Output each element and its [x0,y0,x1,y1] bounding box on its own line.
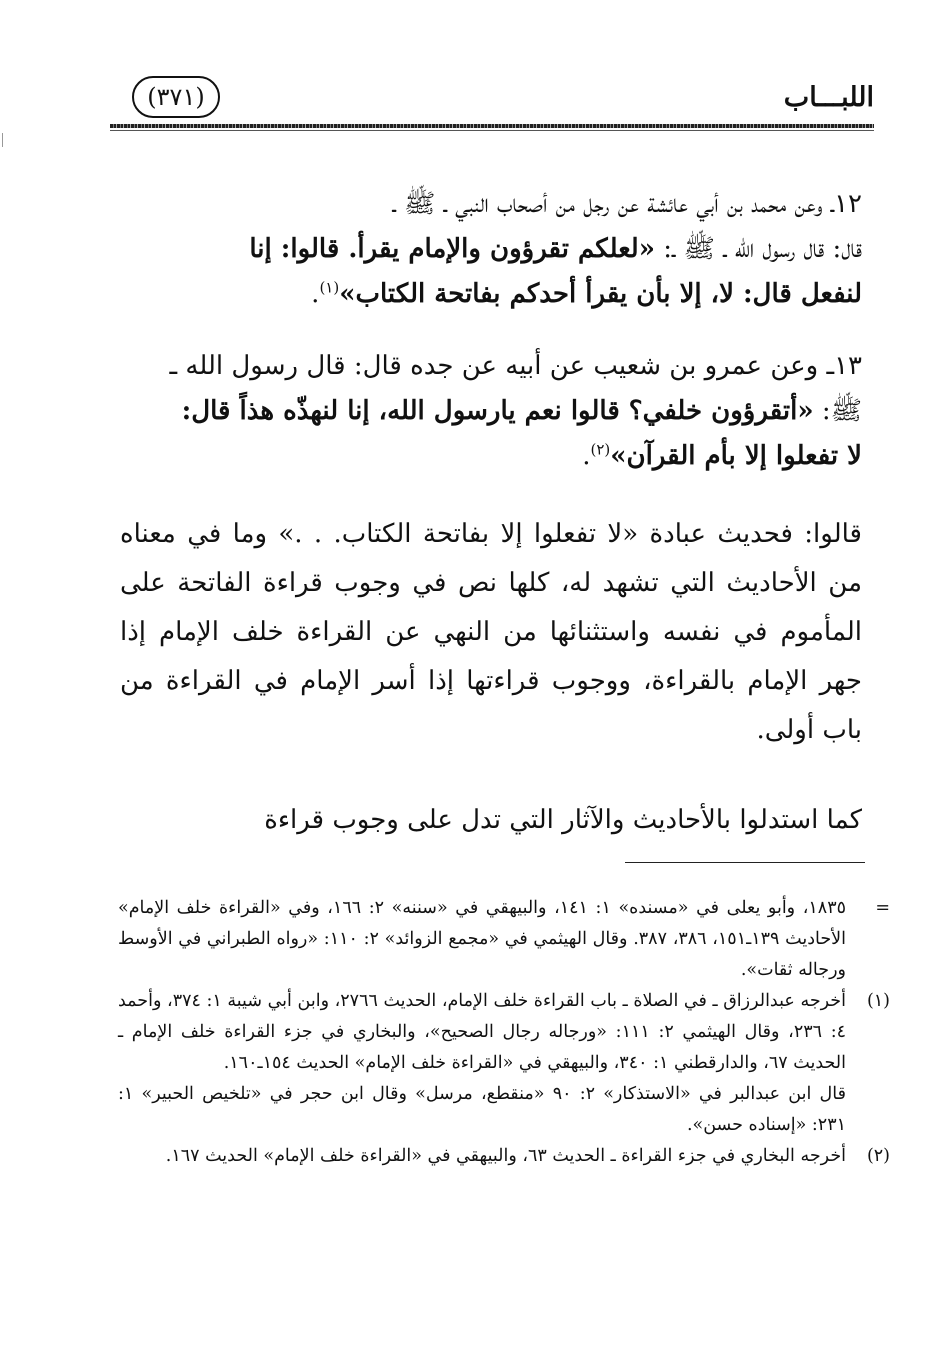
paragraph-commentary [120,510,862,755]
footnote-text: أخرجه البخاري في جزء القراءة ـ الحديث ٦٣، والبيهقي في «القراءة خلف الإمام» الحديث ١٦٧. [165,1146,846,1166]
running-title: اللبـــاب [783,82,874,113]
footnote-reference[interactable]: (١) [319,278,340,297]
hadith-quote: لا تفعلوا إلا بأم القرآن» [610,441,862,471]
text-span: . [311,279,320,309]
footnote-marker: = [875,898,890,918]
text-span: ﷺ: [813,396,862,426]
paragraph-continuation [120,798,862,843]
page-header [110,68,874,130]
text-span: ١٢ـ وعن محمد بن أبي عائشة عن رجل من أصحاب النبي ـ ﷺ ـ [392,189,862,219]
hadith-quote: «لعلكم تقرؤون والإمام يقرأ. قالوا: إنا [249,234,655,264]
text-span: . [582,441,591,471]
header-rule-thin [110,130,874,131]
footnote-2 [118,1141,890,1172]
footnote-1 [118,986,890,1141]
footnote-text: ١٨٣٥، وأبو يعلى في «مسنده» ١: ١٤١، والبيهقي في «سننه» ٢: ١٦٦، وفي «القراءة خلف الإمام» الأحاديث ١٣٩ـ١٥١، ٣٨٦، ٣٨٧. وقال الهيثمي في «مجمع الزوائد» ٢: ١١٠: «رواه الطبراني في الأوسط ورجاله ثقات». [118,898,846,980]
commentary-text: قالوا: فحديث عبادة «لا تفعلوا إلا بفاتحة الكتاب. . .» وما في معناه من الأحاديث التي تشهد له، كلها نص في وجوب قراءة الفاتحة على المأموم في نفسه واستثنائها من النهي عن القراءة خلف الإمام إذا جهر الإمام بالقراءة، ووجوب قراءتها إذا أسر الإمام في القراءة من باب أولى. [120,519,862,745]
footnote-marker: (١) [866,991,890,1011]
hadith-quote: لنفعل قال: لا، إلا بأن يقرأ أحدكم بفاتحة الكتاب» [339,279,862,309]
margin-mark [2,133,3,147]
footnote-marker: (٢) [866,1146,890,1166]
text-span: ١٣ـ وعن عمرو بن شعيب عن أبيه عن جده قال: قال رسول الله ـ [169,351,862,381]
text-line [120,272,862,317]
text-line [120,182,862,227]
text-line [120,389,862,434]
footnote-reference[interactable]: (٢) [590,440,611,459]
text-line [120,344,862,389]
footnote-continued [118,893,890,986]
footnote-text: قال ابن عبدالبر في «الاستذكار» ٢: ٩٠ «منقطع، مرسل» وقال ابن حجر في «تلخيص الحبير» ١: ٢٣١: «إسناده حسن». [118,1084,846,1135]
text-line [120,434,862,479]
footnotes [118,893,890,1172]
continuation-text: كما استدلوا بالأحاديث والآثار التي تدل على وجوب قراءة [264,805,862,835]
text-line [120,227,862,272]
paragraph-hadith-12 [120,182,862,317]
page-number: (٣٧١) [132,76,220,118]
footnote-text: أخرجه عبدالرزاق ـ في الصلاة ـ باب القراءة خلف الإمام، الحديث ٢٧٦٦، وابن أبي شيبة ١: ٣٧٤، وأحمد ٤: ٢٣٦، وقال الهيثمي ٢: ١١١: «ورجاله رجال الصحيح»، والبخاري في جزء القراءة خلف الإمام ـ الحديث ٦٧، والدارقطني ١: ٣٤٠، والبيهقي في «القراءة خلف الإمام» الحديث ١٥٤ـ١٦٠. [118,991,846,1073]
hadith-quote: «أتقرؤون خلفي؟ قالوا نعم يارسول الله، إنا لنهذّه هذاً قال: [181,396,814,426]
footnote-separator [625,862,865,863]
header-rule [110,124,874,128]
paragraph-hadith-13 [120,344,862,479]
text-span: قال: قال رسول الله ـ ﷺ ـ: [654,234,862,264]
